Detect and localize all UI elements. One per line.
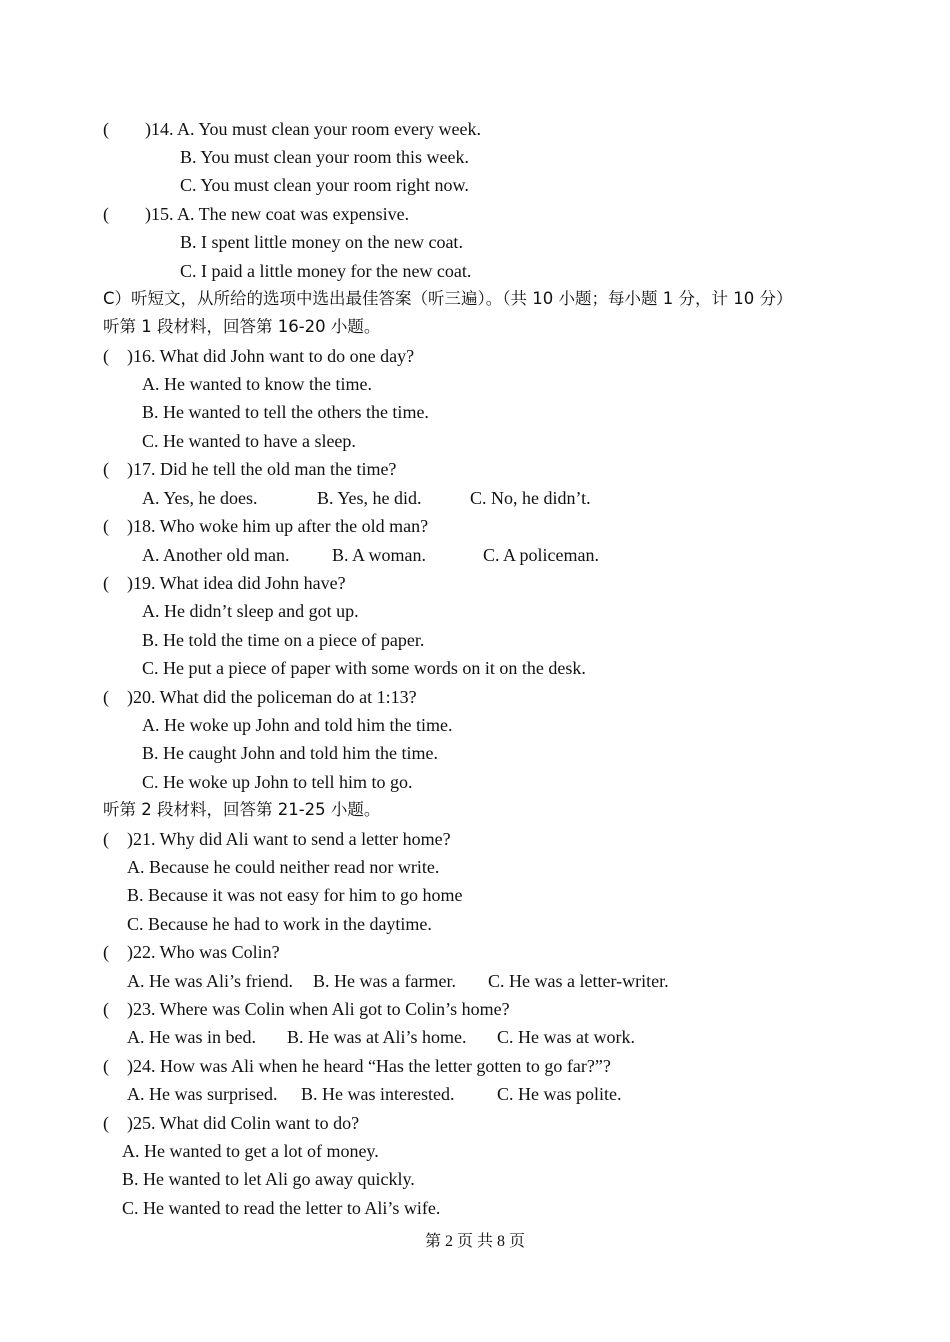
q16-option-a: A. He wanted to know the time. (142, 374, 372, 394)
q24-stem: ( )24. How was Ali when he heard “Has the letter gotten to go far?”? (103, 1056, 611, 1076)
q21-option-c: C. Because he had to work in the daytime. (127, 914, 432, 934)
part1-heading: 听第 1 段材料，回答第 16-20 小题。 (103, 317, 381, 336)
q16-option-b: B. He wanted to tell the others the time. (142, 402, 429, 422)
q17-stem: ( )17. Did he tell the old man the time? (103, 459, 397, 479)
q20-stem: ( )20. What did the policeman do at 1:13? (103, 687, 417, 707)
q24-option-b: B. He was interested. (301, 1084, 455, 1104)
q16-option-c: C. He wanted to have a sleep. (142, 431, 356, 451)
q19-option-a: A. He didn’t sleep and got up. (142, 601, 359, 621)
q23-option-b: B. He was at Ali’s home. (287, 1027, 467, 1047)
q15-stem: ( )15. A. The new coat was expensive. (103, 204, 410, 224)
q19-option-b: B. He told the time on a piece of paper. (142, 630, 425, 650)
q20-option-c: C. He woke up John to tell him to go. (142, 772, 413, 792)
q21-option-a: A. Because he could neither read nor write. (127, 857, 440, 877)
part2-heading: 听第 2 段材料，回答第 21-25 小题。 (103, 800, 381, 819)
q21-stem: ( )21. Why did Ali want to send a letter home? (103, 829, 451, 849)
q25-option-a: A. He wanted to get a lot of money. (122, 1141, 379, 1161)
q14-stem: ( )14. A. You must clean your room every week. (103, 119, 481, 139)
q15-option-b: B. I spent little money on the new coat. (180, 232, 463, 252)
q25-stem: ( )25. What did Colin want to do? (103, 1113, 360, 1133)
q15-option-c: C. I paid a little money for the new coat. (180, 261, 472, 281)
q25-option-c: C. He wanted to read the letter to Ali’s wife. (122, 1198, 441, 1218)
q19-stem: ( )19. What idea did John have? (103, 573, 346, 593)
q23-option-a: A. He was in bed. (127, 1027, 256, 1047)
q17-option-c: C. No, he didn’t. (470, 488, 591, 508)
q24-option-a: A. He was surprised. (127, 1084, 278, 1104)
q18-option-c: C. A policeman. (483, 545, 599, 565)
q19-option-c: C. He put a piece of paper with some words on it on the desk. (142, 658, 586, 678)
q24-option-c: C. He was polite. (497, 1084, 622, 1104)
q17-option-b: B. Yes, he did. (317, 488, 422, 508)
q16-stem: ( )16. What did John want to do one day? (103, 346, 415, 366)
q23-option-c: C. He was at work. (497, 1027, 635, 1047)
q22-stem: ( )22. Who was Colin? (103, 942, 280, 962)
q17-option-a: A. Yes, he does. (142, 488, 258, 508)
q22-option-a: A. He was Ali’s friend. (127, 971, 293, 991)
q21-option-b: B. Because it was not easy for him to go home (127, 885, 463, 905)
page-footer: 第 2 页 共 8 页 (424, 1233, 525, 1250)
q20-option-b: B. He caught John and told him the time. (142, 743, 438, 763)
q18-stem: ( )18. Who woke him up after the old man? (103, 516, 429, 536)
q18-option-a: A. Another old man. (142, 545, 290, 565)
q22-option-b: B. He was a farmer. (313, 971, 456, 991)
q14-option-b: B. You must clean your room this week. (180, 147, 469, 167)
q18-option-b: B. A woman. (332, 545, 427, 565)
q25-option-b: B. He wanted to let Ali go away quickly. (122, 1169, 415, 1189)
q14-option-c: C. You must clean your room right now. (180, 175, 469, 195)
q22-option-c: C. He was a letter-writer. (488, 971, 669, 991)
section-c-heading: C）听短文，从所给的选项中选出最佳答案（听三遍）。（共 10 小题；每小题 1 分，计 10 分） (103, 289, 793, 308)
q20-option-a: A. He woke up John and told him the time. (142, 715, 453, 735)
q23-stem: ( )23. Where was Colin when Ali got to Colin’s home? (103, 999, 510, 1019)
